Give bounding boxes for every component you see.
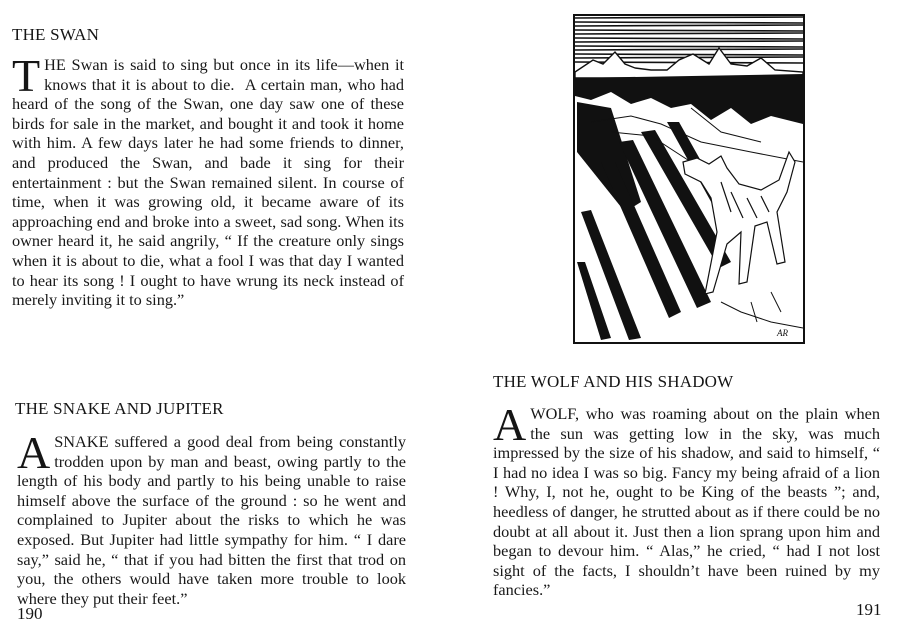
fable-text-snake — [17, 427, 406, 608]
fable-text-wolf — [493, 399, 880, 600]
drop-cap: A — [17, 427, 51, 478]
drop-cap: T — [12, 50, 41, 101]
fable-title-wolf: THE WOLF AND HIS SHADOW — [493, 372, 734, 391]
fable-title-snake: THE SNAKE AND JUPITER — [15, 399, 224, 418]
fable-lead: WOLF, who was roaming about on the plain when the sun was getting low in the sky, was much impressed by the size of his shadow, and said to himself, “ I had no idea I was so big. Fancy my being afraid of a lion ! Why, I, not he, ought to be King of the beasts ”; and, heedless of danger, he strutted about as if there could be no doubt at all about it. Just then a lion sprang upon him and began to devour him. “ Alas,” he cried, “ had I not lost sight of the facts, I shouldn’t have been ruined by my fancies.” — [493, 404, 880, 600]
drop-cap: A — [493, 399, 527, 450]
wolf-illustration — [571, 12, 809, 346]
fable-lead: SNAKE suffered a good deal from being constantly trodden upon by man and beast, owing partly to the length of his body and partly to his being unable to raise himself above the surface of the ground : so he went and complained to Jupiter about the risks to which he was exposed. But Jupiter had little sympathy for him. “ I dare say,” said he, “ that if you had bitten the first that trod on you, the others would have taken more trouble to look where they put their feet.” — [17, 432, 406, 608]
fable-body: A certain man, who had heard of the song of the Swan, one day saw one of these birds for sale in the market, and bought it and took it home with him. A few days later he had some friends to dinner, and produced the Swan, and bade it sing for their entertainment : but the Swan remained silent. In course of time, when it was growing old, it became aware of its approaching end and broke into a sweet, sad song. When its owner heard it, he said angrily, “ If the creature only sings when it is about to die, what a fool I was that day I wanted to hear its song ! I ought to have wrung its neck instead of merely inviting it to sing.” — [12, 74, 404, 310]
fable-lead: HE Swan is said to sing but once in its life—when it knows that it is about to die. — [44, 55, 404, 94]
monogram-text: AR — [777, 328, 788, 338]
right-page — [451, 0, 902, 639]
page-number: 190 — [17, 604, 43, 623]
page-number: 191 — [856, 600, 882, 619]
artist-monogram — [776, 328, 788, 338]
fable-text-swan — [12, 50, 404, 310]
fable-title-swan: THE SWAN — [12, 25, 100, 44]
